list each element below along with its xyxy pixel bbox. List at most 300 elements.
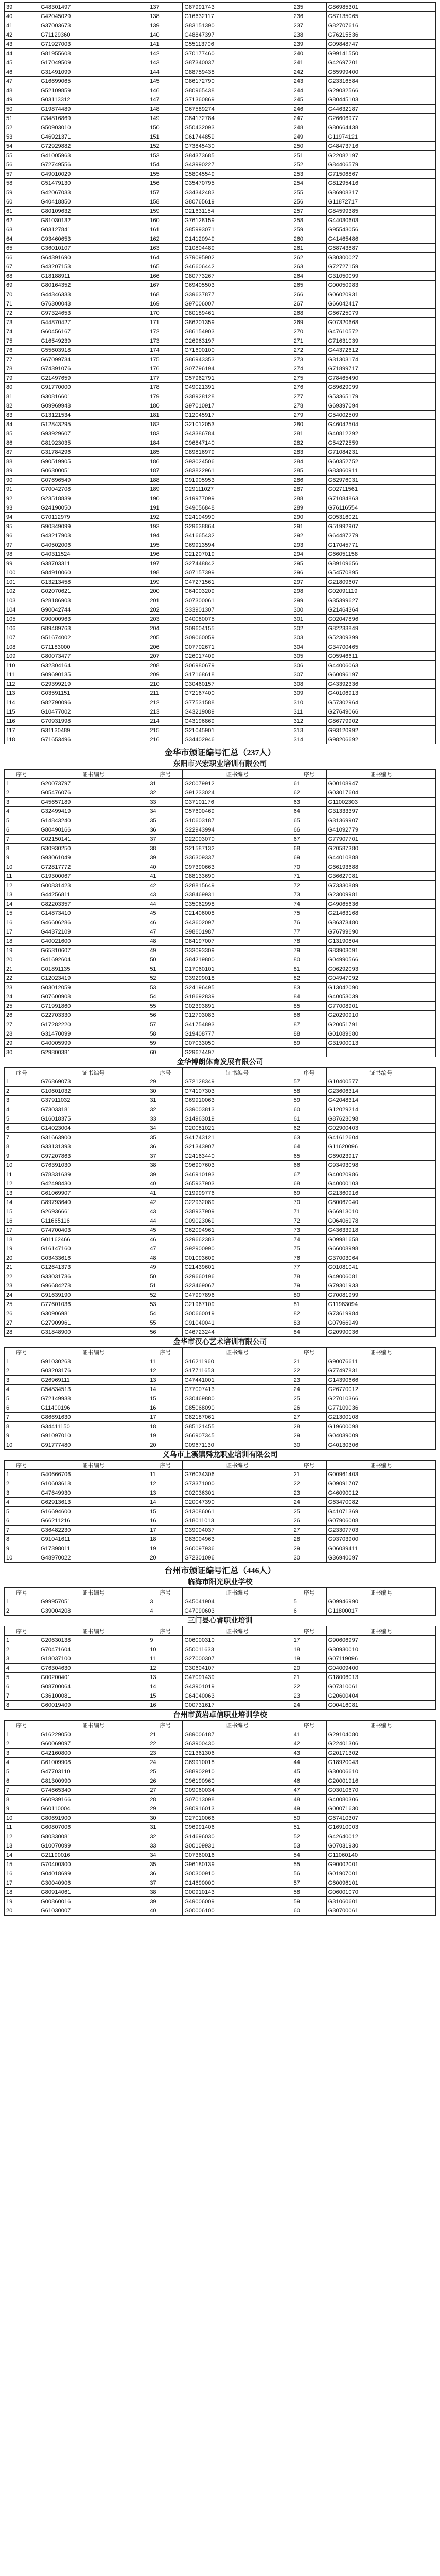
serial-number-cell: 77 (292, 927, 326, 937)
serial-number-cell: 39 (5, 3, 39, 12)
table-row (5, 1328, 436, 1337)
serial-number-cell: 71 (292, 872, 326, 881)
table-row (5, 788, 436, 798)
certificate-number-cell: G09060059 (183, 633, 292, 642)
serial-number-cell: 29 (5, 1039, 39, 1048)
certificate-number-cell: G91041611 (39, 1535, 148, 1544)
table-row (5, 77, 436, 86)
serial-number-cell: 108 (5, 642, 39, 652)
serial-number-cell: 3 (5, 1749, 39, 1758)
serial-number-cell: 187 (148, 466, 183, 476)
certificate-number-cell: G00071630 (326, 1804, 435, 1814)
certificate-number-cell: G54834513 (39, 1385, 148, 1394)
table-row (5, 207, 436, 216)
certificate-number-cell: G44030603 (326, 216, 435, 225)
certificate-number-cell: G10804489 (183, 244, 292, 253)
certificate-number-cell: G74665340 (39, 1786, 148, 1795)
serial-number-cell: 57 (292, 1077, 326, 1087)
certificate-number-cell: G49010029 (39, 170, 148, 179)
serial-number-cell: 75 (292, 1244, 326, 1253)
certificate-number-cell: G00961403 (326, 1470, 435, 1479)
serial-number-cell: 4 (5, 1105, 39, 1114)
table-row (5, 983, 436, 992)
serial-number-cell: 20 (5, 1253, 39, 1263)
table-row (5, 327, 436, 336)
certificate-number-cell: G49056848 (183, 503, 292, 513)
serial-number-cell: 40 (148, 862, 183, 872)
serial-number-cell: 7 (5, 1526, 39, 1535)
certificate-number-cell: G17049509 (39, 58, 148, 67)
certificate-number-cell: G42697201 (326, 58, 435, 67)
certificate-number-cell: G33901307 (183, 605, 292, 615)
certificate-number-cell: G20600404 (326, 1691, 435, 1701)
certificate-number-cell: G12843295 (39, 420, 148, 429)
certificate-number-cell: G68743887 (326, 244, 435, 253)
serial-number-cell: 43 (148, 890, 183, 900)
serial-number-cell: 59 (292, 1897, 326, 1906)
section-block (4, 760, 436, 1057)
certificate-number-cell: G60939166 (39, 1795, 148, 1804)
serial-number-cell: 15 (148, 1507, 183, 1516)
serial-number-cell: 16 (148, 1403, 183, 1413)
serial-number-cell: 196 (148, 550, 183, 559)
certificate-number-cell: G36482230 (39, 1526, 148, 1535)
certificate-number-cell: G90002001 (326, 1860, 435, 1869)
certificate-number-cell: G01089680 (326, 1029, 435, 1039)
certificate-number-cell: G26017409 (183, 652, 292, 661)
table-row (5, 1516, 436, 1526)
certificate-number-cell: G40666706 (39, 1470, 148, 1479)
serial-number-cell: 156 (148, 179, 183, 188)
serial-number-cell: 18 (148, 1535, 183, 1544)
serial-number-cell: 71 (5, 299, 39, 309)
certificate-number-cell: G72727159 (326, 262, 435, 272)
certificate-number-cell: G69405503 (183, 281, 292, 290)
certificate-number-cell: G80164352 (39, 281, 148, 290)
table-row (5, 1422, 436, 1431)
table-row (5, 652, 436, 661)
serial-number-cell: 267 (292, 299, 326, 309)
certificate-number-cell: G21439601 (183, 1263, 292, 1272)
certificate-number-cell: G26969111 (39, 1376, 148, 1385)
certificate-number-cell: G09091707 (326, 1479, 435, 1488)
certificate-number-cell: G03203176 (39, 1366, 148, 1376)
table-row (5, 3, 436, 12)
certificate-number-cell: G00109931 (183, 1841, 292, 1851)
serial-number-cell: 17 (148, 1413, 183, 1422)
certificate-number-cell: G47091439 (183, 1673, 292, 1682)
serial-number-cell: 309 (292, 689, 326, 698)
certificate-number-cell: G60019409 (39, 1701, 148, 1710)
serial-number-cell: 73 (292, 1226, 326, 1235)
serial-number-cell: 28 (5, 1328, 39, 1337)
certificate-number-cell: G51674002 (39, 633, 148, 642)
certificate-number-cell: G97390663 (183, 862, 292, 872)
serial-number-cell: 53 (292, 1841, 326, 1851)
certificate-number-cell: G48473716 (326, 142, 435, 151)
table-row (5, 1385, 436, 1394)
serial-number-cell: 174 (148, 346, 183, 355)
serial-number-cell: 78 (292, 937, 326, 946)
certificate-number-cell: G21809607 (326, 578, 435, 587)
certificate-number-cell: G83004963 (183, 1535, 292, 1544)
header-certificate-number: 证书编号 (183, 1068, 292, 1077)
certificate-number-cell: G67589274 (183, 105, 292, 114)
certificate-number-cell: G77531588 (183, 698, 292, 707)
serial-number-cell: 140 (148, 30, 183, 40)
certificate-number-cell: G80916013 (183, 1804, 292, 1814)
serial-number-cell: 1 (5, 1077, 39, 1087)
serial-number-cell: 63 (5, 225, 39, 234)
serial-number-cell: 1 (5, 1470, 39, 1479)
certificate-number-cell: G46910193 (183, 1170, 292, 1179)
organization-heading: 三门县心睿职业培训 (187, 1617, 253, 1625)
certificate-number-cell: G01093609 (183, 1253, 292, 1263)
serial-number-cell: 43 (292, 1749, 326, 1758)
table-row (5, 401, 436, 411)
serial-number-cell: 24 (292, 1701, 326, 1710)
serial-number-cell: 296 (292, 568, 326, 578)
serial-number-cell: 86 (5, 438, 39, 448)
certificate-number-cell: G29638864 (183, 522, 292, 531)
serial-number-cell: 37 (148, 1151, 183, 1161)
certificate-table (4, 1720, 436, 1916)
table-row (5, 909, 436, 918)
serial-number-cell: 235 (292, 3, 326, 12)
certificate-number-cell: G71653496 (39, 735, 148, 744)
certificate-number-cell: G10603187 (183, 816, 292, 825)
serial-number-cell: 249 (292, 132, 326, 142)
certificate-number-cell: G19408777 (183, 1029, 292, 1039)
serial-number-cell: 173 (148, 336, 183, 346)
certificate-number-cell: G42045029 (39, 12, 148, 21)
table-row (5, 374, 436, 383)
serial-number-cell: 64 (5, 234, 39, 244)
certificate-number-cell: G21012053 (183, 420, 292, 429)
serial-number-cell: 14 (148, 1385, 183, 1394)
certificate-number-cell: G31900013 (326, 1039, 435, 1048)
certificate-number-cell: G21361306 (183, 1749, 292, 1758)
certificate-number-cell: G22003070 (183, 835, 292, 844)
serial-number-cell: 51 (148, 1281, 183, 1291)
table-row (5, 946, 436, 955)
certificate-number-cell: G08700064 (39, 1682, 148, 1691)
table-row (5, 1739, 436, 1749)
serial-number-cell: 33 (148, 1114, 183, 1124)
serial-number-cell: 60 (292, 1906, 326, 1916)
serial-number-cell: 1 (5, 779, 39, 788)
serial-number-cell: 3 (5, 798, 39, 807)
certificate-table (4, 1626, 436, 1710)
serial-number-cell: 45 (148, 909, 183, 918)
serial-number-cell: 8 (5, 1701, 39, 1710)
certificate-number-cell: G40130306 (326, 1440, 435, 1450)
serial-number-cell: 6 (5, 1776, 39, 1786)
serial-number-cell: 56 (148, 1328, 183, 1337)
certificate-number-cell: G36627081 (326, 872, 435, 881)
serial-number-cell: 166 (148, 272, 183, 281)
certificate-number-cell: G48847397 (183, 30, 292, 40)
certificate-number-cell: G11800017 (326, 1606, 435, 1616)
certificate-number-cell: G87991743 (183, 3, 292, 12)
certificate-number-cell: G34816869 (39, 114, 148, 123)
serial-number-cell: 24 (5, 1291, 39, 1300)
certificate-number-cell: G41743121 (183, 1133, 292, 1142)
serial-number-cell: 32 (148, 788, 183, 798)
certificate-number-cell: G11620096 (326, 1142, 435, 1151)
serial-number-cell: 59 (5, 188, 39, 197)
certificate-number-cell: G44010888 (326, 853, 435, 862)
certificate-number-cell: G41071369 (326, 1507, 435, 1516)
serial-number-cell: 13 (5, 1841, 39, 1851)
serial-number-cell: 47 (292, 1786, 326, 1795)
serial-number-cell: 16 (148, 1701, 183, 1710)
certificate-number-cell: G18011013 (183, 1516, 292, 1526)
table-row (5, 1526, 436, 1535)
certificate-number-cell: G29032566 (326, 86, 435, 95)
serial-number-cell: 50 (148, 1272, 183, 1281)
table-row (5, 1691, 436, 1701)
certificate-number-cell: G16694600 (39, 1507, 148, 1516)
certificate-number-cell: G34342483 (183, 188, 292, 197)
serial-number-cell: 116 (5, 717, 39, 726)
serial-number-cell: 51 (292, 1823, 326, 1832)
certificate-number-cell: G16549239 (39, 336, 148, 346)
certificate-number-cell: G99957051 (39, 1597, 148, 1606)
serial-number-cell: 147 (148, 95, 183, 105)
serial-number-cell: 48 (148, 937, 183, 946)
serial-number-cell: 10 (5, 1440, 39, 1450)
table-row (5, 309, 436, 318)
certificate-number-cell: G58045549 (183, 170, 292, 179)
serial-number-cell: 35 (148, 816, 183, 825)
certificate-number-cell: G86691630 (39, 1413, 148, 1422)
serial-number-cell: 2 (5, 788, 39, 798)
serial-number-cell: 22 (148, 1739, 183, 1749)
serial-number-cell: 172 (148, 327, 183, 336)
header-serial-number: 序号 (148, 1348, 183, 1357)
certificate-number-cell: G30006610 (326, 1767, 435, 1776)
table-row (5, 49, 436, 58)
certificate-number-cell: G71927003 (39, 40, 148, 49)
serial-number-cell: 176 (148, 364, 183, 374)
certificate-number-cell: G63470082 (326, 1498, 435, 1507)
certificate-number-cell: G28815649 (183, 881, 292, 890)
certificate-number-cell: G43196869 (183, 717, 292, 726)
certificate-number-cell: G72749556 (39, 160, 148, 170)
certificate-number-cell: G10070099 (39, 1841, 148, 1851)
certificate-number-cell: G06292093 (326, 964, 435, 974)
certificate-number-cell: G37003064 (326, 1253, 435, 1263)
serial-number-cell: 72 (292, 1216, 326, 1226)
serial-number-cell: 52 (148, 974, 183, 983)
header-certificate-number: 证书编号 (326, 1348, 435, 1357)
table-row (5, 132, 436, 142)
serial-number-cell: 11 (148, 1470, 183, 1479)
certificate-number-cell: G07360016 (183, 1851, 292, 1860)
certificate-number-cell: G91639190 (39, 1291, 148, 1300)
certificate-number-cell: G96190960 (183, 1776, 292, 1786)
serial-number-cell: 23 (148, 1749, 183, 1758)
serial-number-cell: 270 (292, 327, 326, 336)
serial-number-cell: 11 (5, 1823, 39, 1832)
certificate-number-cell: G76034306 (183, 1470, 292, 1479)
table-row (5, 937, 436, 946)
serial-number-cell: 237 (292, 21, 326, 30)
serial-number-cell: 74 (5, 327, 39, 336)
serial-number-cell: 65 (292, 816, 326, 825)
certificate-number-cell: G60096197 (326, 670, 435, 680)
certificate-table (4, 769, 436, 1057)
serial-number-cell: 3 (5, 1376, 39, 1385)
serial-number-cell: 313 (292, 726, 326, 735)
table-row (5, 1906, 436, 1916)
certificate-number-cell: G90000963 (39, 615, 148, 624)
certificate-number-cell: G97006007 (183, 299, 292, 309)
certificate-number-cell: G80109632 (39, 207, 148, 216)
serial-number-cell: 67 (292, 835, 326, 844)
serial-number-cell: 43 (5, 40, 39, 49)
certificate-number-cell: G23009981 (326, 890, 435, 900)
certificate-number-cell: G17282220 (39, 1020, 148, 1029)
serial-number-cell: 297 (292, 578, 326, 587)
serial-number-cell: 34 (148, 807, 183, 816)
serial-number-cell: 45 (292, 1767, 326, 1776)
serial-number-cell: 113 (5, 689, 39, 698)
certificate-number-cell: G77907701 (326, 835, 435, 844)
serial-number-cell: 30 (5, 1048, 39, 1057)
table-row (5, 466, 436, 476)
header-certificate-number: 证书编号 (183, 1626, 292, 1636)
serial-number-cell: 10 (5, 1814, 39, 1823)
certificate-number-cell: G16147160 (39, 1244, 148, 1253)
certificate-number-cell: G21463168 (326, 909, 435, 918)
serial-number-cell: 1 (5, 1597, 39, 1606)
certificate-number-cell: G30604107 (183, 1664, 292, 1673)
certificate-number-cell: G06001070 (326, 1888, 435, 1897)
certificate-number-cell: G31050099 (326, 272, 435, 281)
certificate-number-cell: G09671130 (183, 1440, 292, 1450)
certificate-number-cell: G70112979 (39, 513, 148, 522)
header-certificate-number: 证书编号 (39, 1626, 148, 1636)
certificate-number-cell: G69913594 (183, 540, 292, 550)
serial-number-cell: 56 (292, 1869, 326, 1878)
header-serial-number: 序号 (5, 1721, 39, 1730)
certificate-number-cell: G72167400 (183, 689, 292, 698)
serial-number-cell: 33 (148, 1841, 183, 1851)
serial-number-cell: 55 (5, 151, 39, 160)
certificate-number-cell: G43386784 (183, 429, 292, 438)
certificate-number-cell: G86985301 (326, 3, 435, 12)
serial-number-cell: 9 (5, 1804, 39, 1814)
serial-number-cell: 77 (5, 355, 39, 364)
serial-number-cell: 16 (5, 918, 39, 927)
certificate-number-cell: G07796194 (183, 364, 292, 374)
table-row (5, 1253, 436, 1263)
serial-number-cell: 53 (148, 1300, 183, 1309)
header-certificate-number: 证书编号 (183, 770, 292, 779)
serial-number-cell: 45 (148, 1226, 183, 1235)
certificate-number-cell: G88759438 (183, 67, 292, 77)
serial-number-cell: 9 (5, 1431, 39, 1440)
header-serial-number: 序号 (5, 770, 39, 779)
serial-number-cell: 23 (292, 1376, 326, 1385)
certificate-number-cell: G07031930 (326, 1841, 435, 1851)
serial-number-cell: 48 (292, 1795, 326, 1804)
certificate-number-cell: G07600908 (39, 992, 148, 1002)
certificate-number-cell: G93024506 (183, 457, 292, 466)
serial-number-cell: 61 (292, 779, 326, 788)
serial-number-cell: 22 (292, 1366, 326, 1376)
certificate-number-cell: G20051791 (326, 1020, 435, 1029)
serial-number-cell: 251 (292, 151, 326, 160)
certificate-number-cell: G23307703 (326, 1526, 435, 1535)
table-row (5, 1413, 436, 1422)
serial-number-cell: 25 (148, 1767, 183, 1776)
table-row (5, 807, 436, 816)
header-serial-number: 序号 (148, 1626, 183, 1636)
table-row (5, 1701, 436, 1710)
table-row (5, 1207, 436, 1216)
certificate-number-cell: G42067033 (39, 188, 148, 197)
serial-number-cell: 7 (5, 1133, 39, 1142)
certificate-number-cell: G16910003 (326, 1823, 435, 1832)
serial-number-cell: 17 (5, 927, 39, 937)
certificate-number-cell: G38937909 (183, 1207, 292, 1216)
certificate-number-cell: G48301497 (39, 3, 148, 12)
serial-number-cell: 185 (148, 448, 183, 457)
serial-number-cell: 36 (148, 1142, 183, 1151)
table-row (5, 698, 436, 707)
serial-number-cell: 104 (5, 605, 39, 615)
certificate-number-cell: G40502006 (39, 540, 148, 550)
certificate-number-cell: G80773267 (183, 272, 292, 281)
certificate-number-cell: G23518839 (39, 494, 148, 503)
serial-number-cell: 25 (292, 1394, 326, 1403)
serial-number-cell: 190 (148, 494, 183, 503)
serial-number-cell: 12 (5, 1832, 39, 1841)
serial-number-cell: 3 (5, 1654, 39, 1664)
serial-number-cell: 277 (292, 392, 326, 401)
serial-number-cell: 24 (148, 1758, 183, 1767)
certificate-number-cell: G36100081 (39, 1691, 148, 1701)
serial-number-cell: 19 (148, 1544, 183, 1553)
certificate-number-cell: G99141550 (326, 49, 435, 58)
certificate-number-cell: G11983094 (326, 1300, 435, 1309)
serial-number-cell: 83 (292, 983, 326, 992)
serial-number-cell: 4 (5, 1498, 39, 1507)
table-row (5, 1786, 436, 1795)
certificate-number-cell: G30930010 (326, 1645, 435, 1654)
serial-number-cell: 216 (148, 735, 183, 744)
certificate-number-cell: G34700465 (326, 642, 435, 652)
serial-number-cell: 20 (292, 1664, 326, 1673)
serial-number-cell: 1 (5, 1357, 39, 1366)
serial-number-cell: 66 (292, 825, 326, 835)
certificate-number-cell: G14963019 (183, 1114, 292, 1124)
certificate-number-cell: G06406978 (326, 1216, 435, 1226)
table-row (5, 1814, 436, 1823)
certificate-number-cell: G21497659 (39, 374, 148, 383)
table-row (5, 494, 436, 503)
organization-heading: 东阳市兴宏职业培训有限公司 (173, 760, 267, 768)
serial-number-cell: 46 (5, 67, 39, 77)
certificate-number-cell: G71600100 (183, 346, 292, 355)
section-block (4, 1338, 436, 1450)
certificate-number-cell: G66907345 (183, 1431, 292, 1440)
serial-number-cell: 299 (292, 596, 326, 605)
serial-number-cell: 92 (5, 494, 39, 503)
